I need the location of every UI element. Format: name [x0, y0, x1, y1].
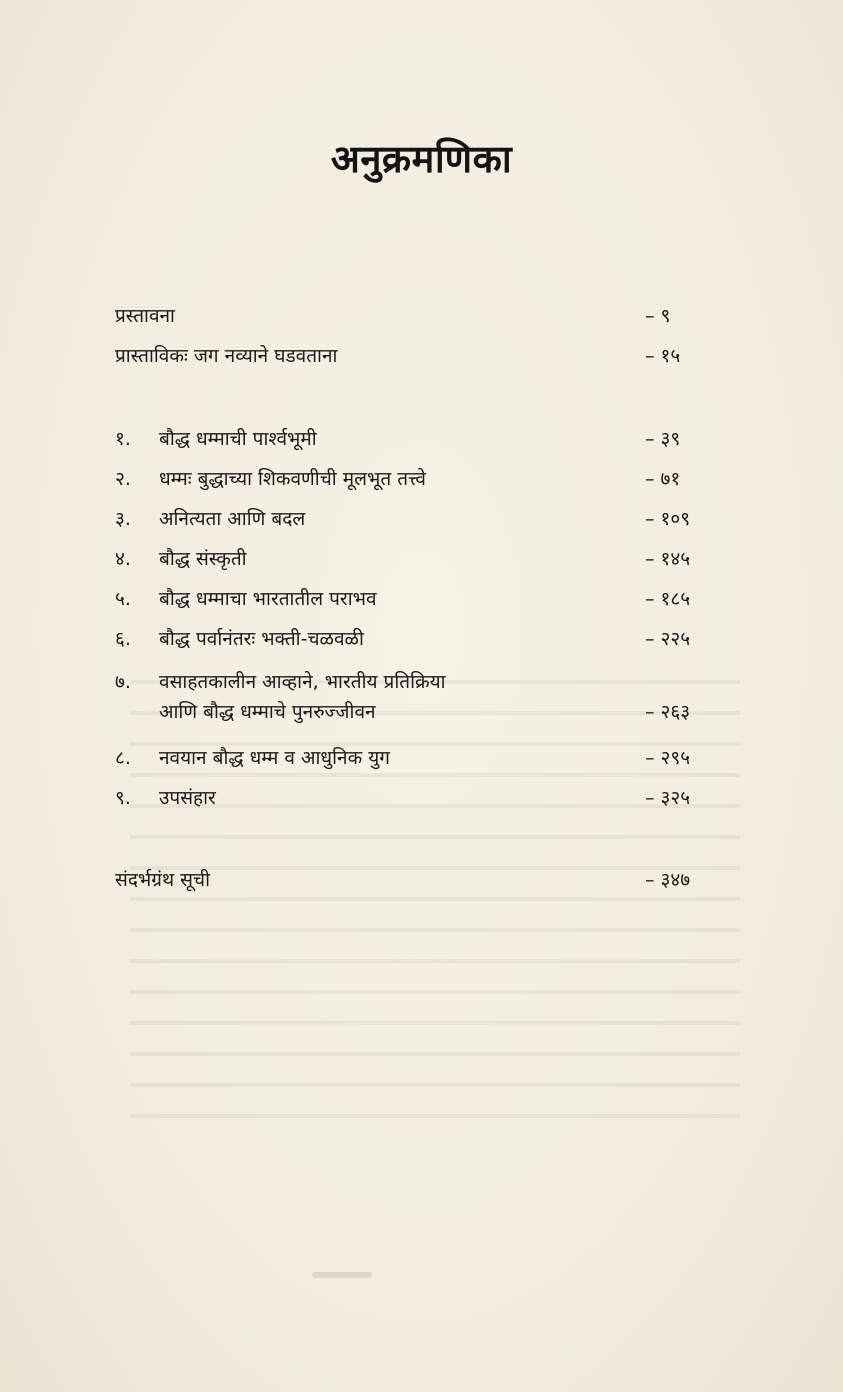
toc-entry-introduction	[115, 338, 715, 374]
chapter-number: ९.	[115, 787, 131, 809]
toc-entry-text-continued: आणि बौद्ध धम्माचे पुनरुज्जीवन	[159, 701, 376, 723]
toc-entry-page: – ३४७	[645, 869, 691, 891]
toc-entry-text: प्रास्ताविकः जग नव्याने घडवताना	[115, 345, 338, 367]
toc-entry-text: धम्मः बुद्धाच्या शिकवणीची मूलभूत तत्त्वे	[159, 468, 426, 490]
toc-entry-chapter-7	[115, 664, 715, 730]
toc-entry-chapter-5	[115, 581, 715, 617]
toc-entry-preface	[115, 298, 715, 334]
toc-entry-chapter-8	[115, 740, 715, 776]
toc-entry-chapter-2	[115, 461, 715, 497]
toc-entry-bibliography	[115, 862, 715, 898]
chapter-number: ३.	[115, 508, 131, 530]
toc-entry-text: बौद्ध पर्वानंतरः भक्ती-चळवळी	[159, 628, 364, 650]
toc-entry-text: बौद्ध संस्कृती	[159, 548, 247, 570]
chapter-number: ५.	[115, 588, 131, 610]
toc-entry-page: – १५	[645, 345, 681, 367]
chapter-number: ८.	[115, 747, 131, 769]
toc-entry-page: – ३९	[645, 428, 681, 450]
toc-entry-chapter-9	[115, 780, 715, 816]
toc-entry-chapter-3	[115, 501, 715, 537]
toc-entry-page: – ९	[645, 305, 671, 327]
toc-entry-text: अनित्यता आणि बदल	[159, 508, 306, 530]
toc-entry-text: नवयान बौद्ध धम्म व आधुनिक युग	[159, 747, 390, 769]
toc-entry-page: – १०९	[645, 508, 691, 530]
chapter-number: १.	[115, 428, 131, 450]
toc-entry-page: – १४५	[645, 548, 691, 570]
chapter-number: ७.	[115, 671, 131, 693]
toc-entry-text: संदर्भग्रंथ सूची	[115, 869, 211, 891]
toc-entry-page: – २६३	[645, 701, 691, 723]
toc-entry-text: बौद्ध धम्माची पार्श्वभूमी	[159, 428, 317, 450]
toc-entry-text: उपसंहार	[159, 787, 216, 809]
toc-entry-chapter-1	[115, 421, 715, 457]
toc-entry-page: – २२५	[645, 628, 691, 650]
page-title: अनुक्रमणिका	[330, 137, 513, 181]
toc-entry-page: – ३२५	[645, 787, 691, 809]
toc-entry-text: वसाहतकालीन आव्हाने, भारतीय प्रतिक्रिया	[159, 671, 446, 693]
toc-entry-page: – २९५	[645, 747, 691, 769]
toc-entry-page: – ७१	[645, 468, 681, 490]
ink-smudge	[312, 1272, 372, 1278]
chapter-number: ६.	[115, 628, 131, 650]
toc-entry-chapter-4	[115, 541, 715, 577]
chapter-number: २.	[115, 468, 131, 490]
toc-entry-page: – १८५	[645, 588, 691, 610]
toc-entry-text: प्रस्तावना	[115, 305, 175, 327]
toc-entry-text: बौद्ध धम्माचा भारतातील पराभव	[159, 588, 377, 610]
chapter-number: ४.	[115, 548, 131, 570]
toc-entry-chapter-6	[115, 621, 715, 657]
